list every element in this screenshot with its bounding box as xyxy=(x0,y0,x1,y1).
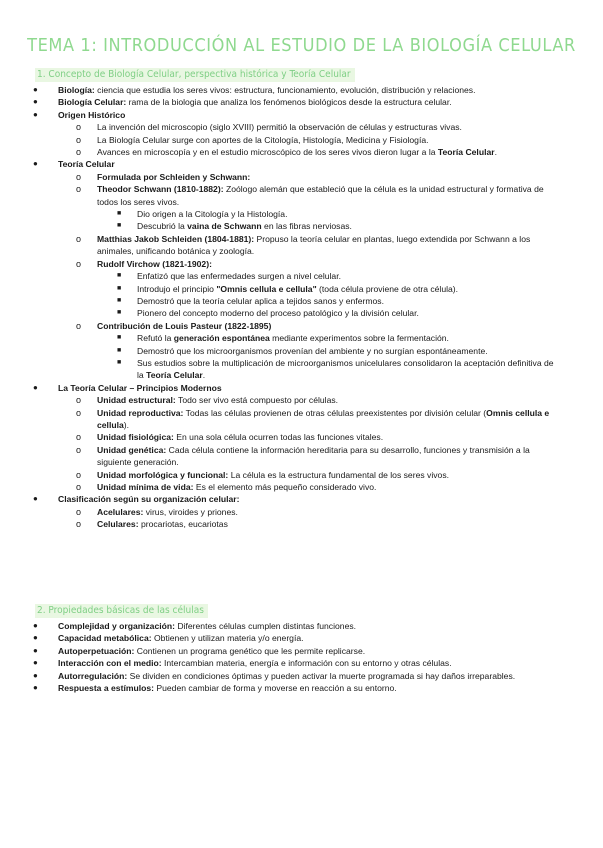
bullet-icon: o xyxy=(76,184,82,195)
list-item: o Unidad fisiológica: En una sola célula ocurren todas las funciones vitales. xyxy=(76,432,384,443)
bullet-icon: o xyxy=(76,482,82,492)
bullet-icon: o xyxy=(76,432,82,443)
bullet-icon: o xyxy=(76,258,82,269)
bullet-icon: ● xyxy=(33,97,38,107)
list-item: o Unidad reproductiva: Todas las células provienen de otras células preexistentes por división celular (Omnis cellula e cellula). xyxy=(76,407,550,430)
list-item: o Contribución de Louis Pasteur (1822-1895) xyxy=(76,320,272,331)
list-item: o Unidad genética: Cada célula contiene la información hereditaria para su desarrollo, funciones y transmisión a la siguiente generación. xyxy=(76,444,530,468)
bullet-icon: ● xyxy=(33,683,38,693)
bullet-icon: o xyxy=(76,469,82,480)
list-item: o Formulada por Schleiden y Schwann: xyxy=(76,171,251,182)
bullet-icon: ■ xyxy=(117,358,122,366)
bullet-icon: o xyxy=(76,171,82,182)
bullet-icon: ● xyxy=(33,658,38,668)
list-item: ■ Demostró que la teoría celular aplica a tejidos sanos y enfermos. xyxy=(117,295,384,306)
bullet-icon: o xyxy=(76,506,82,517)
bullet-icon: ● xyxy=(33,633,38,643)
bullet-icon: o xyxy=(76,134,82,145)
bullet-icon: ■ xyxy=(117,309,122,317)
list-item: ■ Introdujo el principio "Omnis cellula e cellula" (toda célula proviene de otra célula). xyxy=(117,283,459,294)
list-item: ■ Demostró que los microorganismos provenían del ambiente y no surgían espontáneamente. xyxy=(117,345,488,356)
bullet-icon: o xyxy=(76,320,82,331)
list-item: o La Biología Celular surge con aportes de la Citología, Histología, Medicina y Fisiología. xyxy=(76,134,429,145)
section-2-content xyxy=(0,620,603,694)
list-item: o Rudolf Virchow (1821-1902): xyxy=(76,258,212,269)
bullet-icon: ● xyxy=(33,645,38,655)
bullet-icon: ■ xyxy=(117,222,122,230)
section-2-heading: 2. Propiedades básicas de las células xyxy=(35,604,208,618)
list-item: ■ Descubrió la vaina de Schwann en las fibras nerviosas. xyxy=(117,221,352,232)
section-1-content xyxy=(0,84,603,531)
list-item: ● Respuesta a estímulos: Pueden cambiar de forma y moverse en reacción a su entorno. xyxy=(33,683,397,694)
bullet-icon: ■ xyxy=(117,272,122,280)
bullet-icon: o xyxy=(76,519,82,530)
bullet-icon: o xyxy=(76,444,82,455)
list-item: o La invención del microscopio (siglo XVIII) permitió la observación de células y estructuras vivas. xyxy=(76,122,462,133)
list-item: ● Complejidad y organización: Diferentes células cumplen distintas funciones. xyxy=(33,621,357,631)
bullet-icon: o xyxy=(76,407,82,418)
bullet-icon: ● xyxy=(33,159,38,169)
list-item: o Acelulares: virus, viroides y priones. xyxy=(76,506,238,517)
page-title: TEMA 1: INTRODUCCIÓN AL ESTUDIO DE LA BIOLOGÍA CELULAR xyxy=(27,35,576,56)
list-item: ● Biología: ciencia que estudia los seres vivos: estructura, funcionamiento, evolución, distribución y relaciones. xyxy=(33,85,476,95)
list-item: o Unidad morfológica y funcional: La célula es la estructura fundamental de los seres vivos. xyxy=(76,469,450,480)
bullet-icon: ● xyxy=(33,109,38,119)
list-item: ● Clasificación según su organización celular: xyxy=(33,494,240,505)
bullet-icon: o xyxy=(76,122,82,133)
bullet-icon: ● xyxy=(33,85,38,94)
list-item: ■ Sus estudios sobre la multiplicación de microorganismos unicelulares consolidaron la aceptación definitiva de la Teoría Celular. xyxy=(117,357,554,381)
list-item: o Theodor Schwann (1810-1882): Zoólogo alemán que estableció que la célula es la unidad estructural y formativa de todos los seres vivos. xyxy=(76,184,544,207)
bullet-icon: ● xyxy=(33,494,38,504)
bullet-icon: ● xyxy=(33,382,38,392)
list-item: ● La Teoría Celular – Principios Modernos xyxy=(33,382,222,393)
list-item: o Unidad mínima de vida: Es el elemento más pequeño considerado vivo. xyxy=(76,482,377,492)
bullet-icon: ● xyxy=(33,621,38,630)
list-item: o Matthias Jakob Schleiden (1804-1881): Propuso la teoría celular en plantas, luego extendida por Schwann a los animales, unificando botánica y zoología. xyxy=(76,233,531,257)
list-item: ■ Refutó la generación espontánea mediante experimentos sobre la fermentación. xyxy=(117,333,449,344)
bullet-icon: ■ xyxy=(117,334,122,342)
bullet-icon: ● xyxy=(33,670,38,680)
list-item: o Avances en microscopía y en el estudio microscópico de los seres vivos dieron lugar a la Teoría Celular. xyxy=(76,147,497,158)
bullet-icon: o xyxy=(76,147,82,158)
bullet-icon: o xyxy=(76,233,82,244)
list-item: ■ Dio origen a la Citología y la Histología. xyxy=(117,209,288,220)
bullet-icon: ■ xyxy=(117,296,122,304)
bullet-icon: ■ xyxy=(117,210,122,218)
list-item: ● Capacidad metabólica: Obtienen y utilizan materia y/o energía. xyxy=(33,633,304,644)
list-item: o Unidad estructural: Todo ser vivo está compuesto por células. xyxy=(76,395,339,406)
list-item: o Celulares: procariotas, eucariotas xyxy=(76,519,228,530)
list-item: ● Interacción con el medio: Intercambian materia, energía e información con su entorno y otras células. xyxy=(33,658,452,669)
bullet-icon: ■ xyxy=(117,284,122,292)
list-item: ● Autorregulación: Se dividen en condiciones óptimas y pueden activar la muerte programada si hay daños irreparables. xyxy=(33,670,516,681)
list-item: ■ Enfatizó que las enfermedades surgen a nivel celular. xyxy=(117,271,341,282)
list-item: ● Autoperpetuación: Contienen un programa genético que les permite replicarse. xyxy=(33,645,366,656)
list-item: ● Biología Celular: rama de la biologia que analiza los fenómenos biológicos desde la estructura celular. xyxy=(33,97,452,108)
list-item: ● Teoría Celular xyxy=(33,159,115,170)
section-1-heading: 1. Concepto de Biología Celular, perspectiva histórica y Teoría Celular xyxy=(35,68,355,82)
bullet-icon: o xyxy=(76,395,82,406)
bullet-icon: ■ xyxy=(117,346,122,354)
list-item: ■ Pionero del concepto moderno del proceso patológico y la división celular. xyxy=(117,308,419,319)
list-item: ● Origen Histórico xyxy=(33,109,126,120)
